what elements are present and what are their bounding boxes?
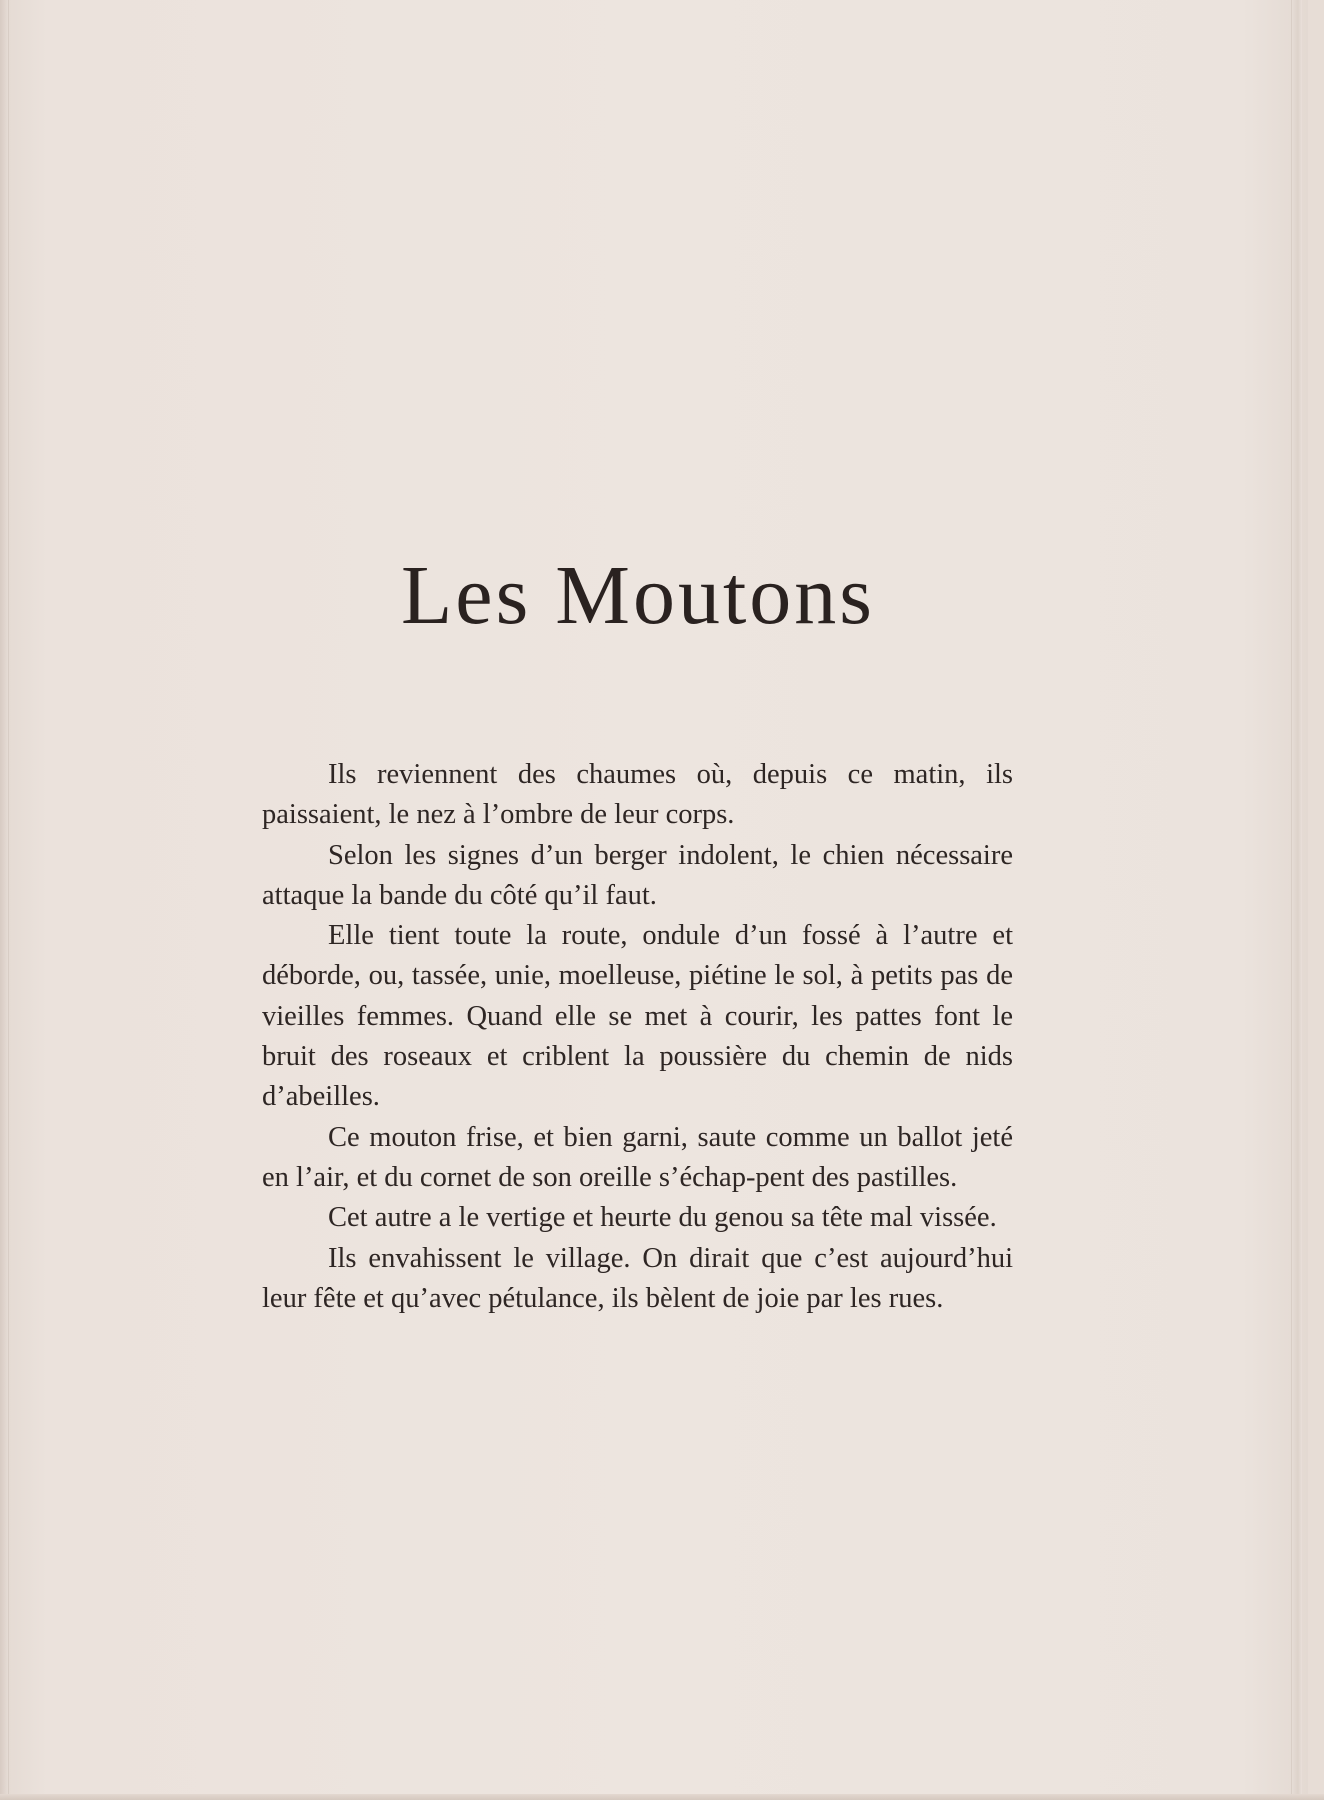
paragraph: Ils reviennent des chaumes où, depuis ce matin, ils paissaient, le nez à l’ombre de leur corps. — [262, 759, 1013, 831]
paragraph: Ce mouton frise, et bien garni, saute comme un ballot jeté en l’air, et du cornet de son oreille s’échap-pent des pastilles. — [262, 1121, 1013, 1193]
body-text — [262, 755, 1013, 1319]
page-bottom-edge — [0, 1794, 1324, 1800]
paragraph: Ils envahissent le village. On dirait que c’est aujourd’hui leur fête et qu’avec pétulance, ils bèlent de joie par les rues. — [262, 1242, 1013, 1314]
book-gutter-edge — [0, 0, 8, 1800]
page-stack-edge — [1291, 0, 1302, 1796]
paragraph: Cet autre a le vertige et heurte du genou sa tête mal vissée. — [328, 1202, 997, 1234]
book-page — [8, 0, 1308, 1796]
paragraph: Selon les signes d’un berger indolent, le chien nécessaire attaque la bande du côté qu’il faut. — [262, 839, 1013, 911]
paragraph: Elle tient toute la route, ondule d’un fossé à l’autre et déborde, ou, tassée, unie, moelleuse, piétine le sol, à petits pas de vieilles femmes. Quand elle se met à courir, les pattes font le bruit des roseaux et criblent la poussière du chemin de nids d’abeilles. — [262, 920, 1013, 1113]
page-title: Les Moutons — [401, 549, 875, 643]
